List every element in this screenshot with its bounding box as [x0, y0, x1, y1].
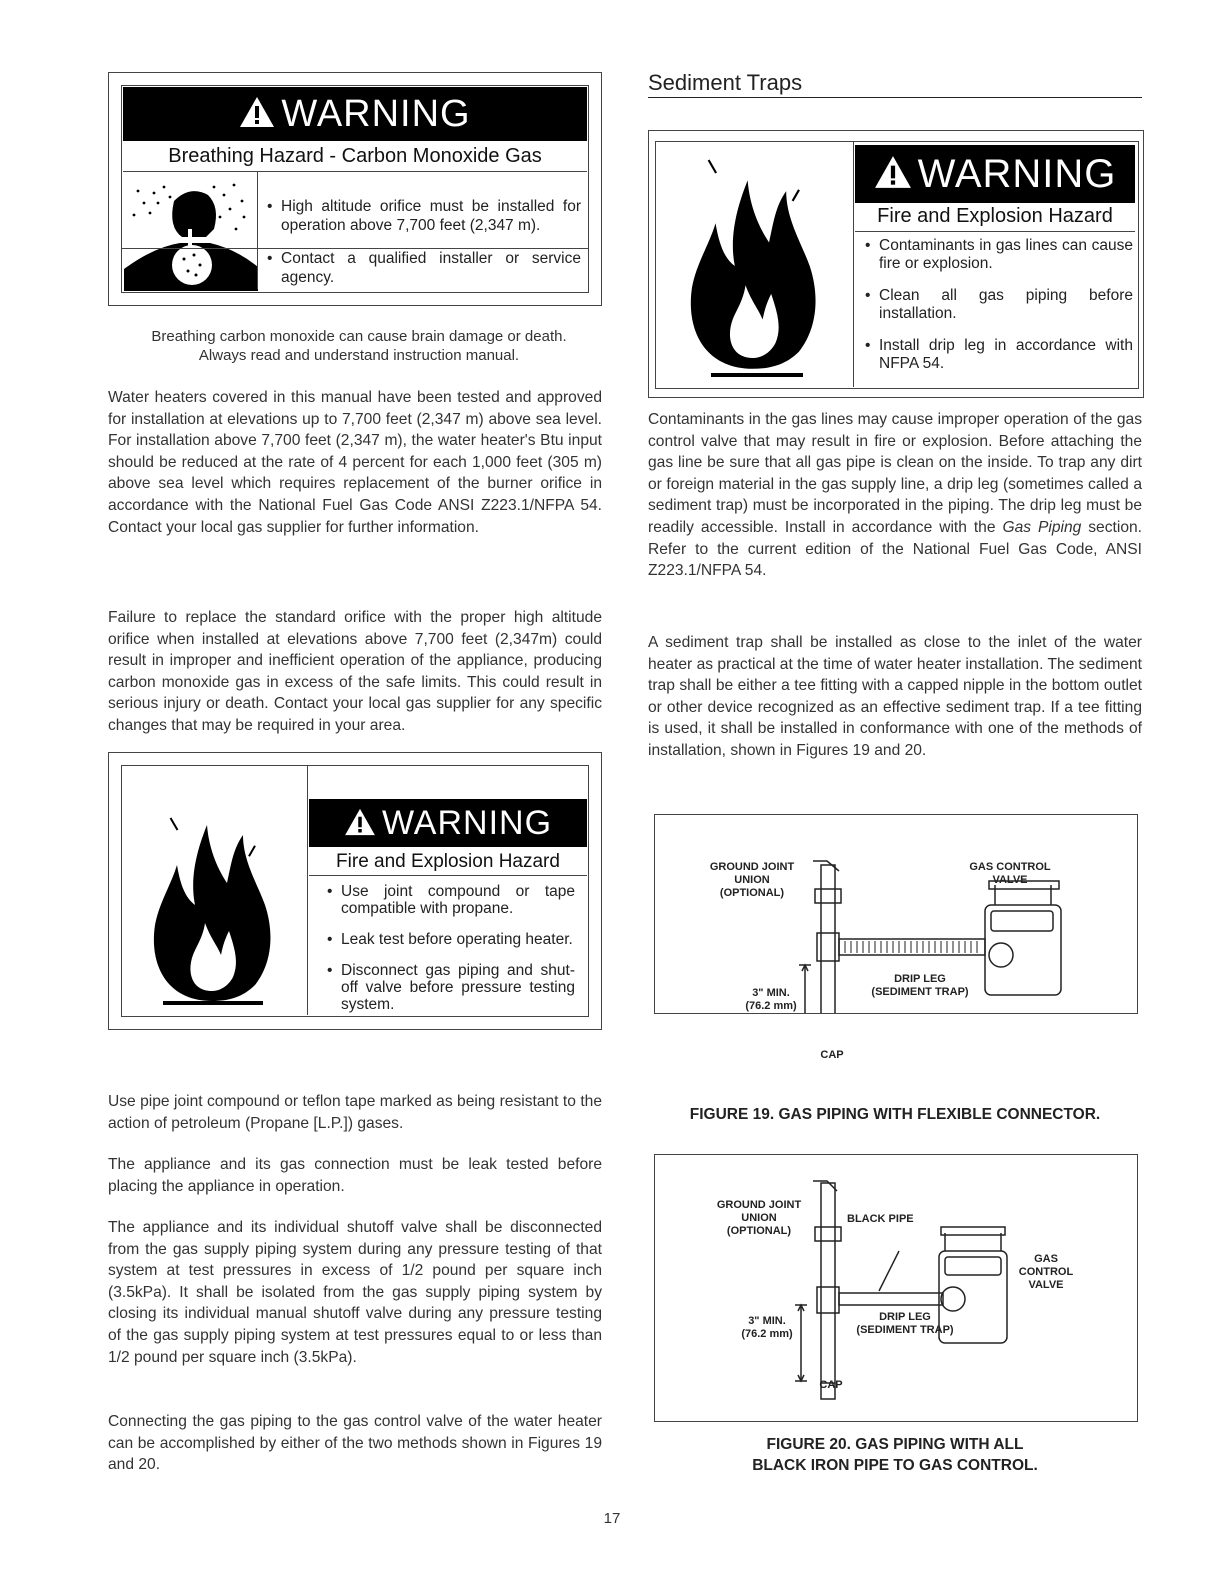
text-span: Contaminants in the gas lines may cause improper operation of the gas control valve that may result in fire or explosion. Before attaching the gas line be sure that all gas pipe is clean on the inside. To trap any dirt or foreign material in the gas supply line, a drip leg (sometimes called a sediment trap) must be incorporated in the piping. The drip leg must be readily accessible. Install in accordance with the	[648, 411, 1142, 536]
bullet-item: • Use joint compound or tape compatible with propane.	[327, 883, 575, 917]
label-line: VALVE	[1028, 1279, 1064, 1291]
caption-line: FIGURE 20. GAS PIPING WITH ALL	[766, 1436, 1024, 1453]
bullet-item: • Install drip leg in accordance with NFPA 54.	[865, 337, 1133, 373]
co-breathing-icon	[124, 173, 258, 291]
label-ground-joint-union	[697, 861, 807, 900]
page-number: 17	[603, 1510, 621, 1527]
label-line: GAS	[1034, 1253, 1058, 1265]
label-line: VALVE	[992, 874, 1028, 886]
hazard-title: Breathing Hazard - Carbon Monoxide Gas	[168, 145, 542, 167]
label-drip-leg	[845, 1311, 965, 1337]
flame-icon	[147, 805, 277, 1005]
label-min-distance	[737, 1315, 797, 1341]
sediment-traps-title: Sediment Traps	[648, 70, 803, 95]
co-warning-bullets	[267, 197, 581, 301]
label-line: (76.2 mm)	[745, 1000, 797, 1012]
label-line: 3" MIN.	[752, 987, 790, 999]
label-cap: CAP	[820, 1049, 844, 1061]
orifice-paragraph: Failure to replace the standard orifice with the proper high altitude orifice when installed at elevations above 7,700 feet (2,347m) could result in improper and inefficient operation of the appliance, producing carbon monoxide gas in excess of the safe limits. This could result in serious injury or death. Contact your local gas supplier for any specific changes that may be required in your area.	[108, 609, 602, 734]
co-warning-footer: Breathing carbon monoxide can cause brain damage or death. Always read and understand instruction manual.	[151, 328, 567, 364]
label-line: CONTROL	[1018, 1266, 1074, 1278]
label-cap: CAP	[819, 1379, 843, 1391]
label-min-distance	[741, 987, 801, 1013]
label-line: (SEDIMENT TRAP)	[871, 986, 969, 998]
hazard-title: Fire and Explosion Hazard	[877, 205, 1113, 227]
bullet-item: • Clean all gas piping before installation.	[865, 287, 1133, 323]
caption-line: BLACK IRON PIPE TO GAS CONTROL.	[752, 1457, 1038, 1474]
label-line: UNION	[741, 1212, 777, 1224]
warning-title: WARNING	[281, 93, 471, 135]
warning-banner	[123, 87, 587, 141]
label-line: 3" MIN.	[748, 1315, 786, 1327]
label-line: UNION	[734, 874, 770, 886]
sediment-warning-bullets	[865, 237, 1133, 387]
sediment-trap-paragraph: A sediment trap shall be installed as close to the inlet of the water heater as practical at the time of water heater installation. The sediment trap shall be either a tee fitting with a capped nipple in the bottom outlet or other device recognized as an effective sediment trap. If a tee fitting is used, it shall be installed in conformance with one of the methods of installation, shown in Figures 19 and 20.	[648, 634, 1142, 759]
bullet-item: • Disconnect gas piping and shut-off valve before pressure testing system.	[327, 962, 575, 1013]
label-gas-control-valve	[1011, 1253, 1081, 1292]
label-line: GAS CONTROL	[969, 861, 1051, 873]
label-line: GROUND JOINT	[709, 861, 795, 873]
altitude-paragraph: Water heaters covered in this manual have been tested and approved for installation at elevations up to 7,700 feet (2,347 m) above sea level. For installation above 7,700 feet (2,347 m), the water heater's Btu input should be reduced at the rate of 4 percent for each 1,000 feet (305 m) above sea level which requires replacement of the burner orifice in accordance with the National Fuel Gas Code ANSI Z223.1/NFPA 54. Contact your local gas supplier for further information.	[108, 389, 602, 536]
warning-triangle-icon	[344, 801, 376, 849]
shutoff-paragraph: The appliance and its individual shutoff valve shall be disconnected from the gas supply piping system during any pressure testing of that system at test pressures in excess of 1/2 pound per square inch (3.5kPa). It shall be isolated from the gas supply piping system by closing its individual manual shutoff valve during any pressure testing of the gas supply piping system at test pressures equal to or less than 1/2 pound per square inch (3.5kPa).	[108, 1219, 602, 1366]
contaminants-paragraph	[648, 409, 1142, 582]
figure-19-box	[654, 814, 1138, 1014]
fire-warning-box	[108, 752, 602, 1030]
label-line: (OPTIONAL)	[719, 887, 785, 899]
co-warning-box	[108, 72, 602, 364]
warning-banner	[309, 799, 587, 847]
flame-icon	[683, 159, 823, 373]
fire-warning-bullets	[327, 883, 575, 1027]
hazard-title: Fire and Explosion Hazard	[336, 851, 560, 872]
label-line: DRIP LEG	[894, 973, 946, 985]
bullet-item: • Contaminants in gas lines can cause fire or explosion.	[865, 237, 1133, 273]
label-gas-control-valve	[955, 861, 1065, 887]
label-line: DRIP LEG	[879, 1311, 931, 1323]
label-black-pipe: BLACK PIPE	[847, 1213, 914, 1225]
warning-title: WARNING	[917, 152, 1117, 196]
connecting-paragraph: Connecting the gas piping to the gas control valve of the water heater can be accomplished by either of the two methods shown in Figures 19 and 20.	[108, 1413, 602, 1474]
pipe-compound-paragraph: Use pipe joint compound or teflon tape marked as being resistant to the action of petroleum (Propane [L.P.]) gases.	[108, 1093, 602, 1132]
warning-banner	[855, 145, 1135, 203]
bullet-item: • Contact a qualified installer or service agency.	[267, 249, 581, 287]
warning-title: WARNING	[381, 804, 553, 842]
label-line: (OPTIONAL)	[726, 1225, 792, 1237]
warning-triangle-icon	[239, 89, 275, 143]
sediment-warning-box	[648, 130, 1144, 398]
label-line: (76.2 mm)	[741, 1328, 793, 1340]
label-line: GROUND JOINT	[716, 1199, 802, 1211]
bullet-item: • Leak test before operating heater.	[327, 931, 575, 948]
label-line: (SEDIMENT TRAP)	[856, 1324, 954, 1336]
warning-triangle-icon	[874, 147, 912, 205]
italic-span: Gas Piping	[1002, 518, 1082, 536]
figure-20-caption	[648, 1434, 1142, 1476]
figure-19-caption: FIGURE 19. GAS PIPING WITH FLEXIBLE CONNECTOR.	[689, 1106, 1101, 1123]
label-ground-joint-union	[699, 1199, 819, 1238]
bullet-item: • High altitude orifice must be installed for operation above 7,700 feet (2,347 m).	[267, 197, 581, 235]
figure-20-box	[654, 1154, 1138, 1422]
text-span: section. Refer to the current edition of the National Fuel Gas Code, ANSI Z223.1/NFPA 54.	[648, 518, 1142, 580]
label-drip-leg	[855, 973, 985, 999]
leak-test-paragraph: The appliance and its gas connection must be leak tested before placing the appliance in operation.	[108, 1156, 602, 1195]
